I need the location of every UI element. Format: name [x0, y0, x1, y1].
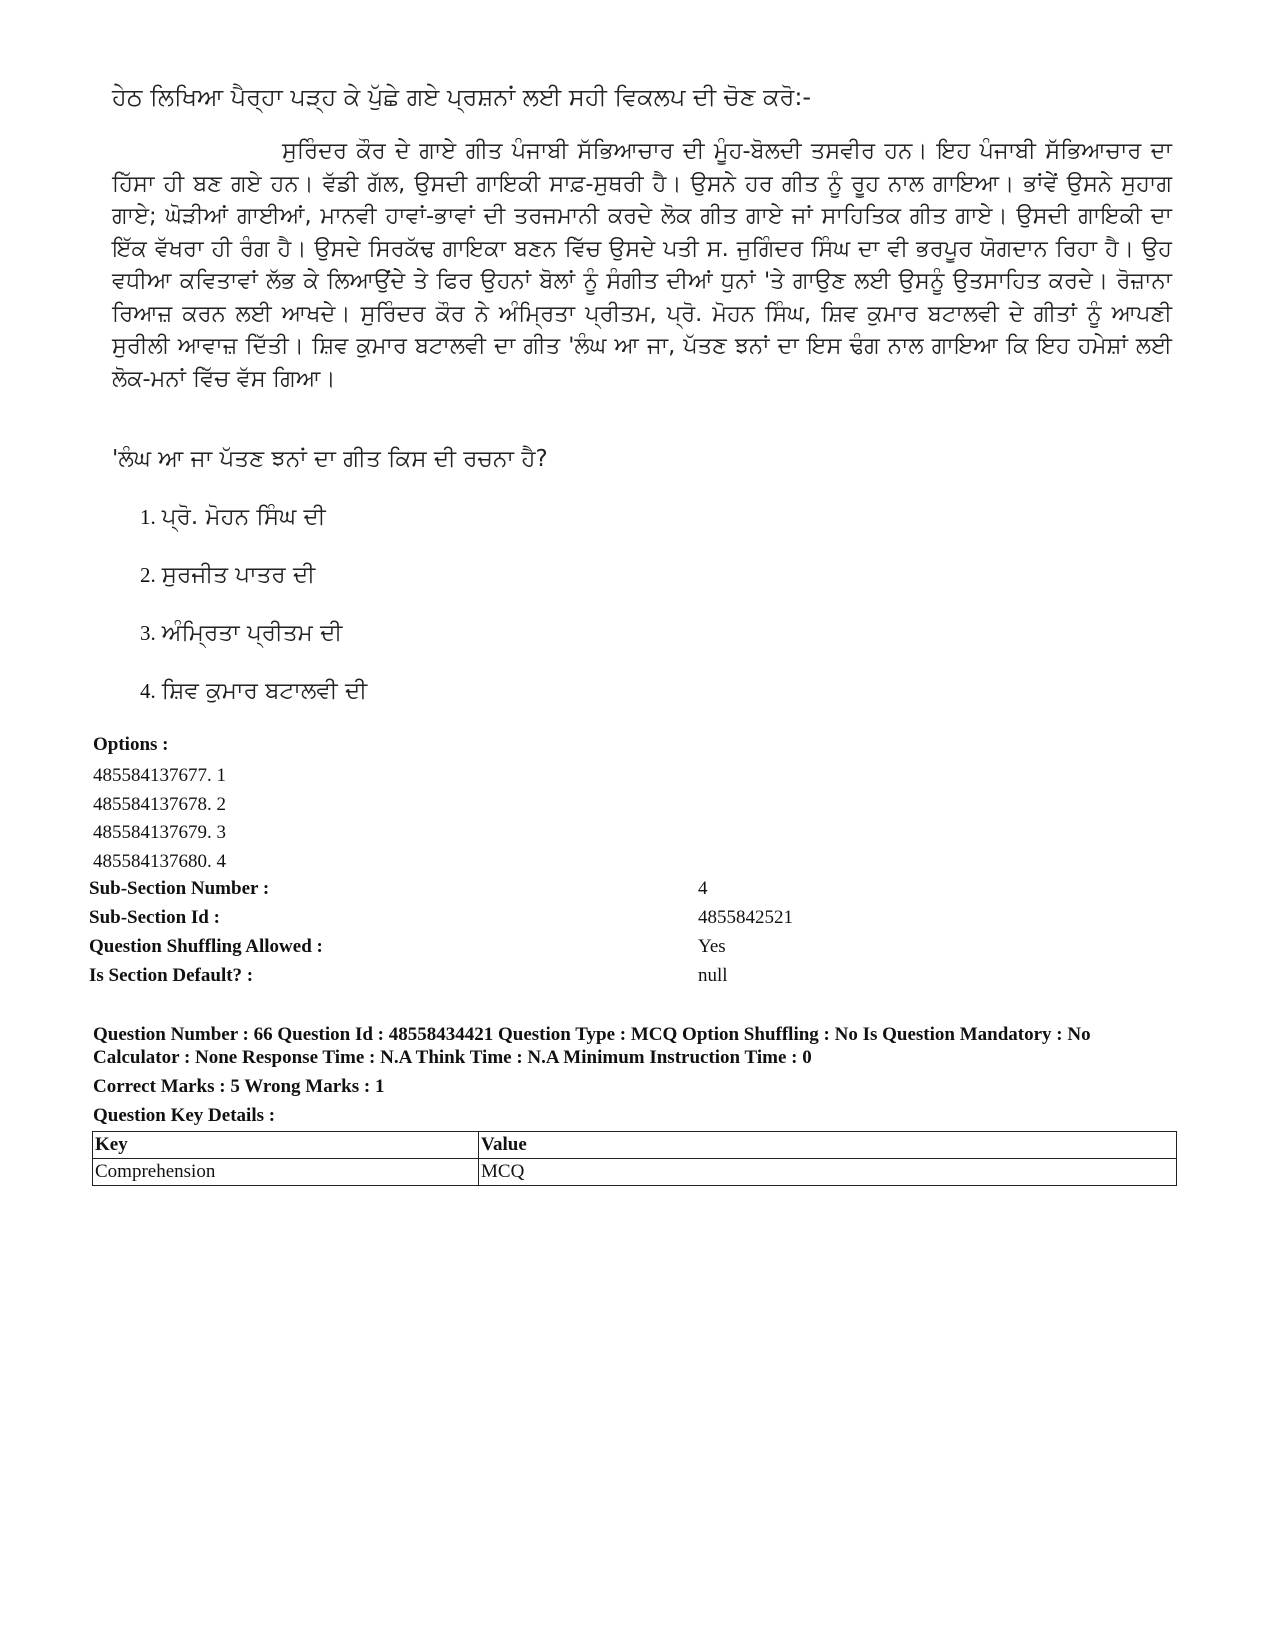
table-cell: MCQ: [479, 1159, 1177, 1186]
marks-info: Correct Marks : 5 Wrong Marks : 1: [93, 1076, 385, 1097]
comprehension-passage: ਸੁਰਿੰਦਰ ਕੌਰ ਦੇ ਗਾਏ ਗੀਤ ਪੰਜਾਬੀ ਸੱਭਿਆਚਾਰ ਦੀ ਮੂੰਹ-ਬੋਲਦੀ ਤਸਵੀਰ ਹਨ। ਇਹ ਪੰਜਾਬੀ ਸੱਭਿਆਚਾਰ ਦਾ ਹਿੱਸਾ ਹੀ ਬਣ ਗਏ ਹਨ। ਵੱਡੀ ਗੱਲ, ਉਸਦੀ ਗਾਇਕੀ ਸਾਫ਼-ਸੁਥਰੀ ਹੈ। ਉਸਨੇ ਹਰ ਗੀਤ ਨੂੰ ਰੂਹ ਨਾਲ ਗਾਇਆ। ਭਾਂਵੇਂ ਉਸਨੇ ਸੁਹਾਗ ਗਾਏ; ਘੋੜੀਆਂ ਗਾਈਆਂ, ਮਾਨਵੀ ਹਾਵਾਂ-ਭਾਵਾਂ ਦੀ ਤਰਜਮਾਨੀ ਕਰਦੇ ਲੋਕ ਗੀਤ ਗਾਏ ਜਾਂ ਸਾਹਿਤਿਕ ਗੀਤ ਗਾਏ। ਉਸਦੀ ਗਾਇਕੀ ਦਾ ਇੱਕ ਵੱਖਰਾ ਹੀ ਰੰਗ ਹੈ। ਉਸਦੇ ਸਿਰਕੱਢ ਗਾਇਕਾ ਬਣਨ ਵਿੱਚ ਉਸਦੇ ਪਤੀ ਸ. ਜੁਗਿੰਦਰ ਸਿੰਘ ਦਾ ਵੀ ਭਰਪੂਰ ਯੋਗਦਾਨ ਰਿਹਾ ਹੈ। ਉਹ ਵਧੀਆ ਕਵਿਤਾਵਾਂ ਲੱਭ ਕੇ ਲਿਆਉਂਦੇ ਤੇ ਫਿਰ ਉਹਨਾਂ ਬੋਲਾਂ ਨੂੰ ਸੰਗੀਤ ਦੀਆਂ ਧੁਨਾਂ 'ਤੇ ਗਾਉਣ ਲਈ ਉਸਨੂੰ ਉਤਸਾਹਿਤ ਕਰਦੇ। ਰੋਜ਼ਾਨਾ ਰਿਆਜ਼ ਕਰਨ ਲਈ ਆਖਦੇ। ਸੁਰਿੰਦਰ ਕੌਰ ਨੇ ਅੰਮ੍ਰਿਤਾ ਪ੍ਰੀਤਮ, ਪ੍ਰੋ. ਮੋਹਨ ਸਿੰਘ, ਸ਼ਿਵ ਕੁਮਾਰ ਬਟਾਲਵੀ ਦੇ ਗੀਤਾਂ ਨੂੰ ਆਪਣੀ ਸੁਰੀਲੀ ਆਵਾਜ਼ ਦਿੱਤੀ। ਸ਼ਿਵ ਕੁਮਾਰ ਬਟਾਲਵੀ ਦਾ ਗੀਤ 'ਲੰਘ ਆ ਜਾ, ਪੱਤਣ ਝਨਾਂ ਦਾ ਇਸ ਢੰਗ ਨਾਲ ਗਾਇਆ ਕਿ ਇਹ ਹਮੇਸ਼ਾਂ ਲਈ ਲੋਕ-ਮਨਾਂ ਵਿੱਚ ਵੱਸ ਗਿਆ।: [112, 138, 1172, 392]
answer-choice-4: [140, 674, 367, 732]
choice-text: ਸੁਰਜੀਤ ਪਾਤਰ ਦੀ: [161, 562, 316, 588]
table-row: [93, 1159, 1177, 1186]
answer-choice-2: [140, 558, 367, 616]
table-header-cell: Key: [93, 1132, 479, 1159]
key-details-table: [92, 1131, 1177, 1186]
option-id-item: 485584137679. 3: [93, 822, 226, 844]
answer-choices: [140, 500, 367, 732]
meta-key: Sub-Section Number :: [89, 878, 270, 899]
table-header-cell: Value: [479, 1132, 1177, 1159]
question-info: Question Number : 66 Question Id : 48558434421 Question Type : MCQ Option Shuffling : No Is Question Mandatory : No Calculator : None Response Time : N.A Think Time : N.A Minimum Instruction Time : 0: [93, 1024, 1091, 1068]
choice-text: ਅੰਮ੍ਰਿਤਾ ਪ੍ਰੀਤਮ ਦੀ: [161, 620, 343, 646]
option-id-item: 485584137677. 1: [93, 765, 226, 786]
choice-number: 1.: [140, 505, 156, 529]
options-heading: Options :: [93, 734, 169, 755]
meta-row-section-default: [89, 961, 1089, 990]
choice-number: 3.: [140, 621, 156, 645]
choice-text: ਸ਼ਿਵ ਕੁਮਾਰ ਬਟਾਲਵੀ ਦੀ: [161, 678, 368, 704]
answer-choice-3: [140, 616, 367, 674]
meta-value: Yes: [698, 936, 726, 957]
choice-number: 4.: [140, 679, 156, 703]
meta-key: Question Shuffling Allowed :: [89, 936, 323, 957]
table-header-row: [93, 1132, 1177, 1159]
key-details-heading: Question Key Details :: [93, 1105, 276, 1126]
instruction-text: ਹੇਠ ਲਿਖਿਆ ਪੈਰ੍ਹਾ ਪੜ੍ਹ ਕੇ ਪੁੱਛੇ ਗਏ ਪ੍ਰਸ਼ਨਾਂ ਲਈ ਸਹੀ ਵਿਕਲਪ ਦੀ ਚੋਣ ਕਰੋ:-: [112, 83, 812, 111]
meta-row-subsection-id: [89, 903, 1089, 932]
meta-value: 4855842521: [698, 907, 793, 928]
choice-text: ਪ੍ਰੋ. ਮੋਹਨ ਸਿੰਘ ਦੀ: [161, 504, 326, 530]
table-cell: Comprehension: [93, 1159, 479, 1186]
choice-number: 2.: [140, 563, 156, 587]
meta-key: Is Section Default? :: [89, 965, 254, 986]
question-text: 'ਲੰਘ ਆ ਜਾ ਪੱਤਣ ਝਨਾਂ ਦਾ ਗੀਤ ਕਿਸ ਦੀ ਰਚਨਾ ਹੈ?: [112, 446, 548, 472]
meta-row-shuffling: [89, 932, 1089, 961]
option-id-item: 485584137678. 2: [93, 793, 226, 815]
meta-key: Sub-Section Id :: [89, 907, 220, 928]
subsection-metadata: [89, 874, 1089, 990]
meta-value: null: [698, 965, 728, 986]
option-id-list: [93, 762, 226, 877]
meta-value: 4: [698, 878, 708, 899]
answer-choice-1: [140, 500, 367, 558]
option-id-item: 485584137680. 4: [93, 851, 226, 873]
meta-row-subsection-number: [89, 874, 1089, 903]
